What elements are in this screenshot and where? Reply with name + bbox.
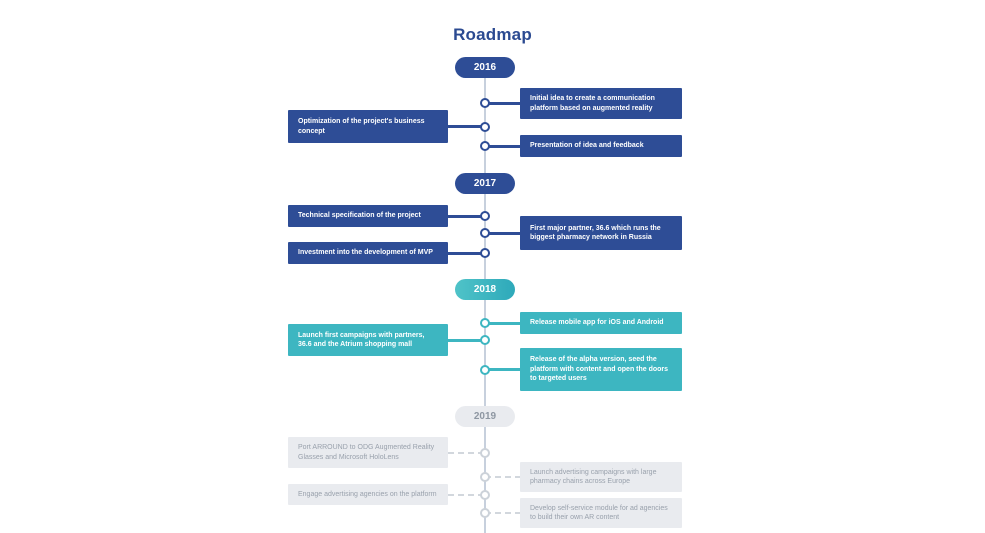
timeline-node — [480, 472, 490, 482]
timeline-node — [480, 141, 490, 151]
timeline-node — [480, 490, 490, 500]
milestone-box: Presentation of idea and feedback — [520, 135, 682, 157]
timeline-node — [480, 448, 490, 458]
timeline-node — [480, 98, 490, 108]
connector-line — [485, 322, 520, 325]
connector-line — [485, 145, 520, 148]
milestone-box: Port ARROUND to ODG Augmented Reality Glasses and Microsoft HoloLens — [288, 437, 448, 468]
milestone-box: Release of the alpha version, seed the platform with content and open the doors to targeted users — [520, 348, 682, 391]
connector-line-dashed — [485, 476, 520, 478]
year-pill-2018: 2018 — [455, 279, 515, 300]
timeline-node — [480, 228, 490, 238]
year-pill-2016: 2016 — [455, 57, 515, 78]
timeline-node — [480, 335, 490, 345]
connector-line — [485, 368, 520, 371]
milestone-box: Engage advertising agencies on the platform — [288, 484, 448, 505]
page-title: Roadmap — [453, 25, 532, 44]
connector-line-dashed — [485, 512, 520, 514]
timeline-node — [480, 365, 490, 375]
milestone-box: Investment into the development of MVP — [288, 242, 448, 264]
milestone-box: Launch first campaigns with partners, 36.6 and the Atrium shopping mall — [288, 324, 448, 356]
milestone-box: Develop self-service module for ad agencies to build their own AR content — [520, 498, 682, 528]
connector-line — [485, 232, 520, 235]
milestone-box: Launch advertising campaigns with large pharmacy chains across Europe — [520, 462, 682, 492]
milestone-box: Technical specification of the project — [288, 205, 448, 227]
connector-line — [485, 102, 520, 105]
milestone-box: Release mobile app for iOS and Android — [520, 312, 682, 334]
timeline-node — [480, 122, 490, 132]
year-pill-2017: 2017 — [455, 173, 515, 194]
milestone-box: Initial idea to create a communication platform based on augmented reality — [520, 88, 682, 119]
year-pill-2019: 2019 — [455, 406, 515, 427]
timeline-node — [480, 248, 490, 258]
timeline-node — [480, 508, 490, 518]
milestone-box: First major partner, 36.6 which runs the biggest pharmacy network in Russia — [520, 216, 682, 250]
timeline-node — [480, 318, 490, 328]
milestone-box: Optimization of the project's business concept — [288, 110, 448, 143]
timeline-node — [480, 211, 490, 221]
